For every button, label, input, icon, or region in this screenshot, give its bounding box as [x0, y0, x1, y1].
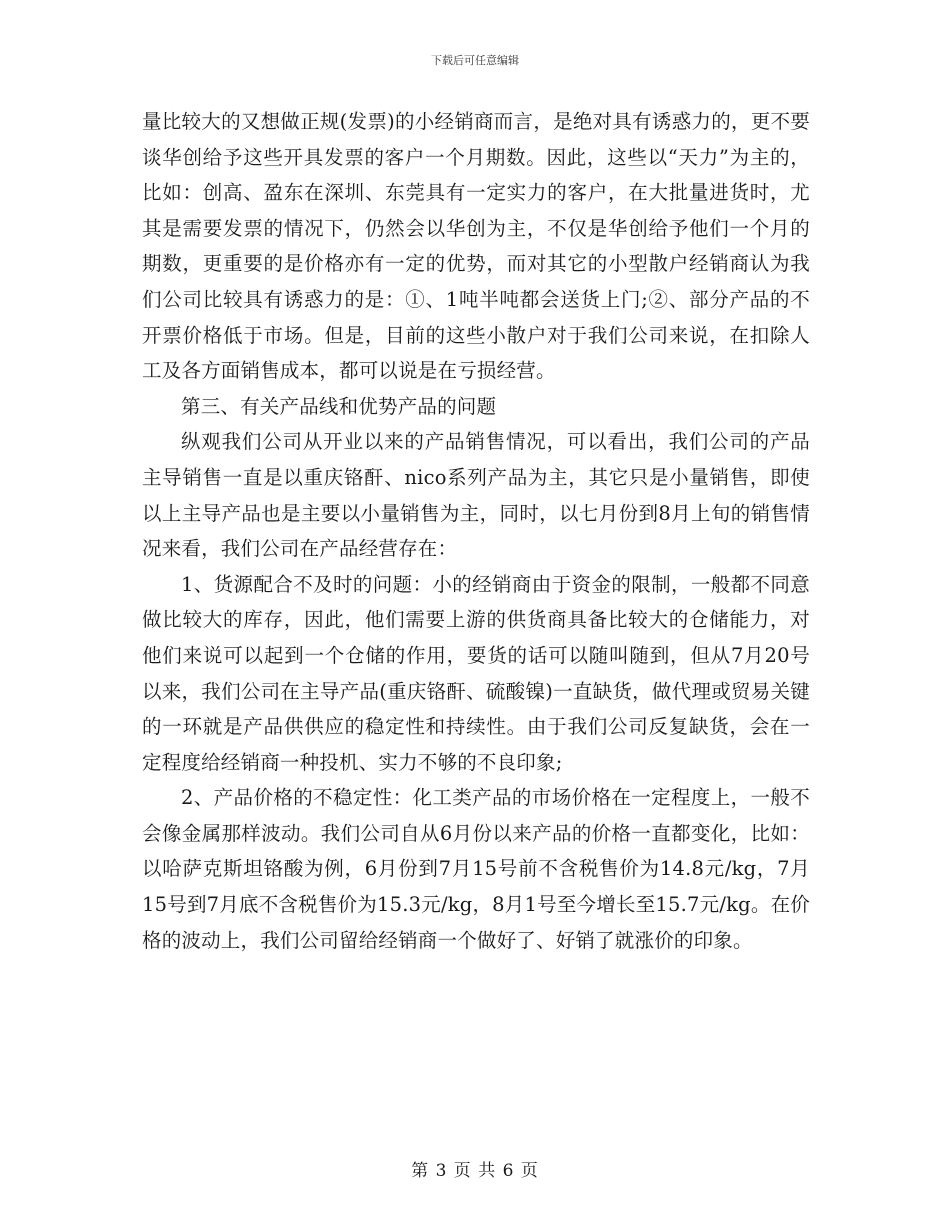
page-header: 下载后可任意编辑	[431, 54, 519, 67]
paragraph-supply-issue: 1、货源配合不及时的问题：小的经销商由于资金的限制，一般都不同意做比较大的库存，因此，他们需要上游的供货商具备比较大的仓储能力，对他们来说可以起到一个仓储的作用，要货的话可以随叫随到，但从7月20号以来，我们公司在主导产品(重庆铬酐、硫酸镍)一直缺货，做代理或贸易关键的一环就是产品供供应的稳定性和持续性。由于我们公司反复缺货，会在一定程度给经销商一种投机、实力不够的不良印象;	[142, 572, 810, 774]
paragraph-price-issue: 2、产品价格的不稳定性：化工类产品的市场价格在一定程度上，一般不会像金属那样波动。我们公司自从6月份以来产品的价格一直都变化，比如：以哈萨克斯坦铬酸为例，6月份到7月15号前不含税售价为14.8元/kg，7月15号到7月底不含税售价为15.3元/kg，8月1号至今增长至15.7元/kg。在价格的波动上，我们公司留给经销商一个做好了、好销了就涨价的印象。	[142, 786, 810, 952]
section-heading: 第三、有关产品线和优势产品的问题	[181, 394, 497, 418]
paragraph-continuation: 量比较大的又想做正规(发票)的小经销商而言，是绝对具有诱惑力的，更不要谈华创给予这些开具发票的客户一个月期数。因此，这些以“天力”为主的，比如：创高、盈东在深圳、东莞具有一定实力的客户，在大批量进货时，尤其是需要发票的情况下，仍然会以华创为主，不仅是华创给予他们一个月的期数，更重要的是价格亦有一定的优势，而对其它的小型散户经销商认为我们公司比较具有诱惑力的是：①、1吨半吨都会送货上门;②、部分产品的不开票价格低于市场。但是，目前的这些小散户对于我们公司来说，在扣除人工及各方面销售成本，都可以说是在亏损经营。	[142, 110, 810, 383]
document-body	[142, 104, 810, 958]
paragraph-overview: 纵观我们公司从开业以来的产品销售情况，可以看出，我们公司的产品主导销售一直是以重庆铬酐、nico系列产品为主，其它只是小量销售，即使以上主导产品也是主要以小量销售为主，同时，以七月份到8月上旬的销售情况来看，我们公司在产品经营存在：	[142, 430, 810, 561]
page-footer: 第 3 页 共 6 页	[411, 1161, 539, 1181]
